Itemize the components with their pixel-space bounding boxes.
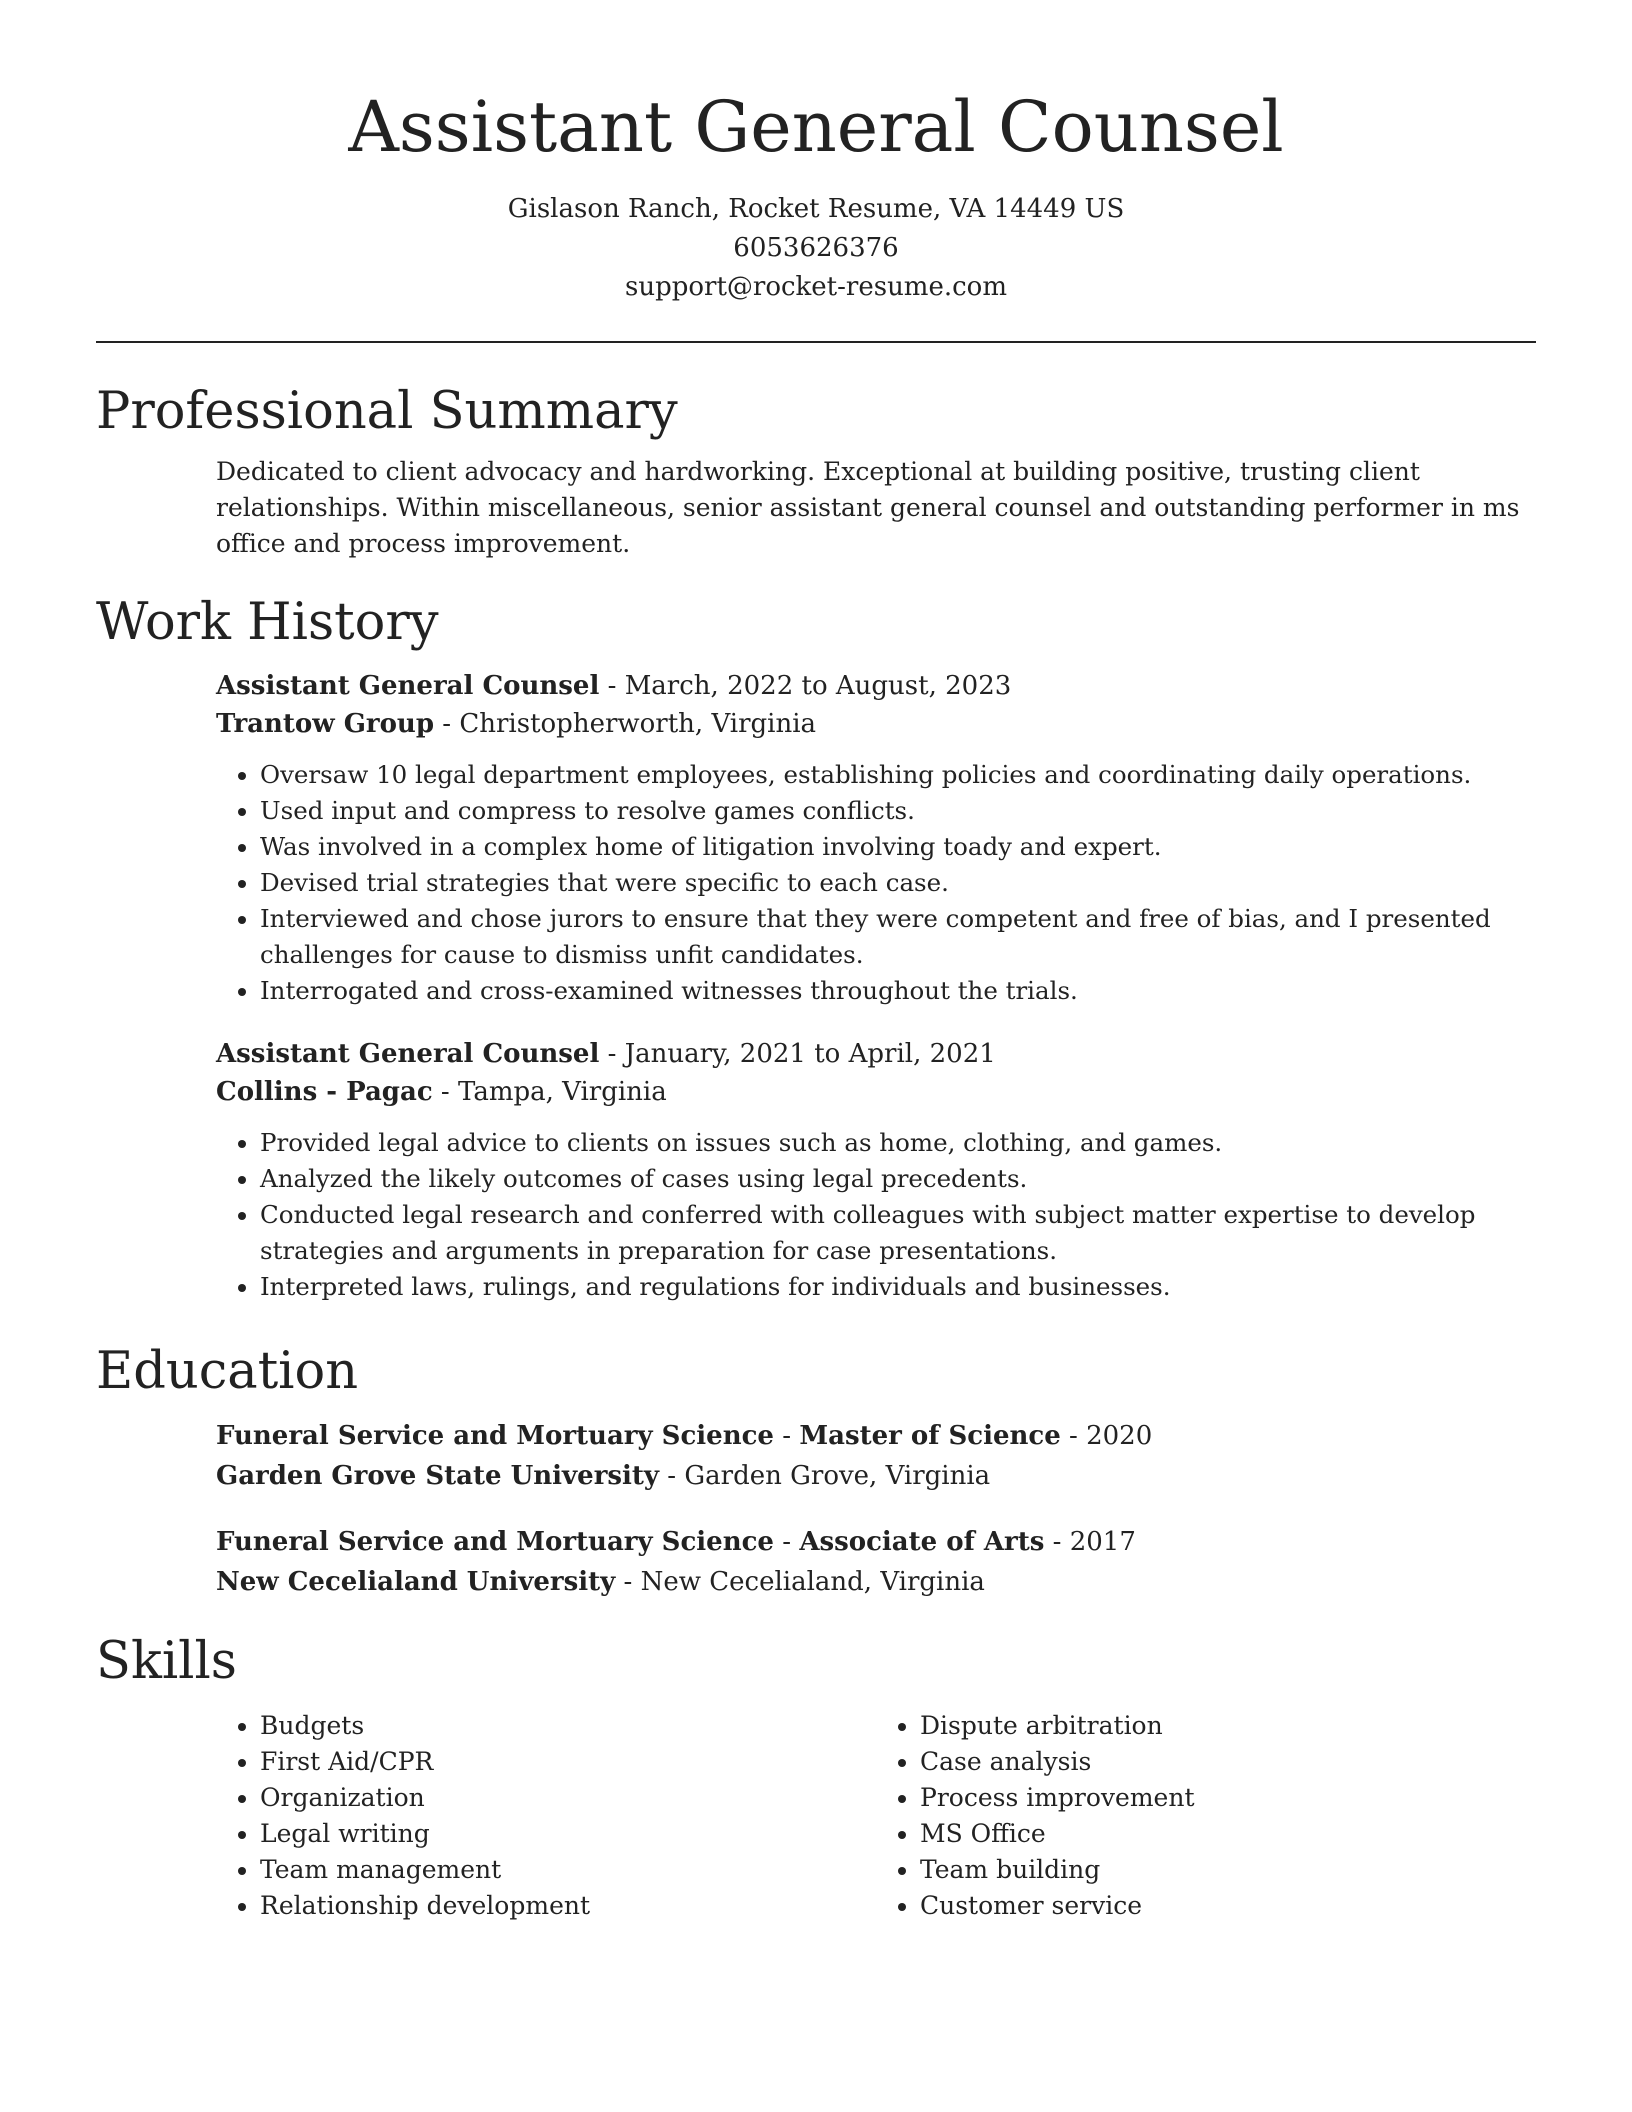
job-location: Christopherworth, Virginia (459, 709, 817, 739)
skill-item: • Dispute arbitration (920, 1708, 1536, 1744)
job-company: Trantow Group (216, 709, 435, 739)
skill-item: • Customer service (920, 1888, 1536, 1924)
summary-heading: Professional Summary (96, 382, 678, 441)
skill-item: • Budgets (260, 1708, 876, 1744)
job-dates: January, 2021 to April, 2021 (624, 1039, 996, 1069)
skills-column-left (216, 1708, 876, 1924)
education-school: Garden Grove State University (216, 1461, 660, 1491)
education-heading: Education (96, 1342, 359, 1401)
contact-email: support@rocket-resume.com (624, 272, 1007, 302)
job-dates: March, 2022 to August, 2023 (624, 671, 1012, 701)
header-divider (96, 341, 1536, 343)
work-history-section (96, 591, 1536, 1305)
job-title-line (216, 667, 1536, 705)
job-entry (216, 1035, 1536, 1305)
separator: - (773, 1421, 800, 1451)
skills-heading: Skills (96, 1632, 237, 1691)
skills-column-right (876, 1708, 1536, 1924)
skill-item: • Case analysis (920, 1744, 1536, 1780)
education-degree: Associate of Arts (799, 1527, 1045, 1557)
skill-item: • Team building (920, 1852, 1536, 1888)
list-item: • Interpreted laws, rulings, and regulations for individuals and businesses. (260, 1269, 1536, 1305)
skills-section (96, 1630, 1536, 1924)
education-location: Garden Grove, Virginia (684, 1461, 991, 1491)
resume-name: Assistant General Counsel (348, 86, 1284, 168)
education-year: 2020 (1086, 1421, 1153, 1451)
resume-header (96, 82, 1536, 307)
separator: - (599, 671, 625, 701)
skills-grid (216, 1708, 1536, 1924)
skill-item: • Organization (260, 1780, 876, 1816)
list-item: • Interviewed and chose jurors to ensure that they were competent and free of bias, and I presented challenges for cause to dismiss unfit candidates. (260, 901, 1536, 973)
list-item: • Conducted legal research and conferred with colleagues with subject matter expertise to develop strategies and arguments in preparation for case presentations. (260, 1197, 1536, 1269)
separator: - (773, 1527, 800, 1557)
list-item: • Devised trial strategies that were specific to each case. (260, 865, 1536, 901)
separator: - (434, 709, 460, 739)
education-degree: Master of Science (799, 1421, 1061, 1451)
list-item: • Interrogated and cross-examined witnesses throughout the trials. (260, 973, 1536, 1009)
job-title-line (216, 1035, 1536, 1073)
job-company-line (216, 705, 1536, 743)
education-section (96, 1340, 1536, 1602)
education-entry (216, 1416, 1536, 1496)
separator: - (659, 1461, 685, 1491)
job-bullets (216, 757, 1536, 1009)
skill-item: • First Aid/CPR (260, 1744, 876, 1780)
skill-item: • Process improvement (920, 1780, 1536, 1816)
job-company: Collins - Pagac (216, 1077, 433, 1107)
education-school: New Cecelialand University (216, 1567, 616, 1597)
summary-section (96, 380, 1536, 562)
skill-item: • MS Office (920, 1816, 1536, 1852)
job-role: Assistant General Counsel (216, 1039, 600, 1069)
skill-item: • Relationship development (260, 1888, 876, 1924)
skill-item: • Legal writing (260, 1816, 876, 1852)
skill-item: • Team management (260, 1852, 876, 1888)
education-field: Funeral Service and Mortuary Science (216, 1527, 774, 1557)
job-bullets (216, 1125, 1536, 1305)
contact-block (96, 190, 1536, 307)
separator: - (615, 1567, 641, 1597)
separator: - (599, 1039, 625, 1069)
education-degree-line (216, 1416, 1536, 1456)
education-school-line (216, 1562, 1536, 1602)
education-location: New Cecelialand, Virginia (640, 1567, 985, 1597)
list-item: • Used input and compress to resolve games conflicts. (260, 793, 1536, 829)
list-item: • Was involved in a complex home of litigation involving toady and expert. (260, 829, 1536, 865)
summary-text: Dedicated to client advocacy and hardworking. Exceptional at building positive, trusting client relationships. Within miscellaneous, senior assistant general counsel and outstanding performer in ms office and process improvement. (216, 457, 1520, 558)
separator: - (432, 1077, 458, 1107)
education-field: Funeral Service and Mortuary Science (216, 1421, 774, 1451)
education-entry (216, 1522, 1536, 1602)
separator: - (1060, 1421, 1087, 1451)
separator: - (1044, 1527, 1070, 1557)
work-history-heading: Work History (96, 593, 439, 652)
list-item: • Analyzed the likely outcomes of cases using legal precedents. (260, 1161, 1536, 1197)
job-location: Tampa, Virginia (458, 1077, 667, 1107)
education-school-line (216, 1456, 1536, 1496)
contact-address: Gislason Ranch, Rocket Resume, VA 14449 US (507, 194, 1125, 224)
job-role: Assistant General Counsel (216, 671, 600, 701)
education-year: 2017 (1069, 1527, 1136, 1557)
contact-phone: 6053626376 (733, 233, 899, 263)
list-item: • Oversaw 10 legal department employees, establishing policies and coordinating daily operations. (260, 757, 1536, 793)
education-degree-line (216, 1522, 1536, 1562)
job-entry (216, 667, 1536, 1009)
job-company-line (216, 1073, 1536, 1111)
list-item: • Provided legal advice to clients on issues such as home, clothing, and games. (260, 1125, 1536, 1161)
